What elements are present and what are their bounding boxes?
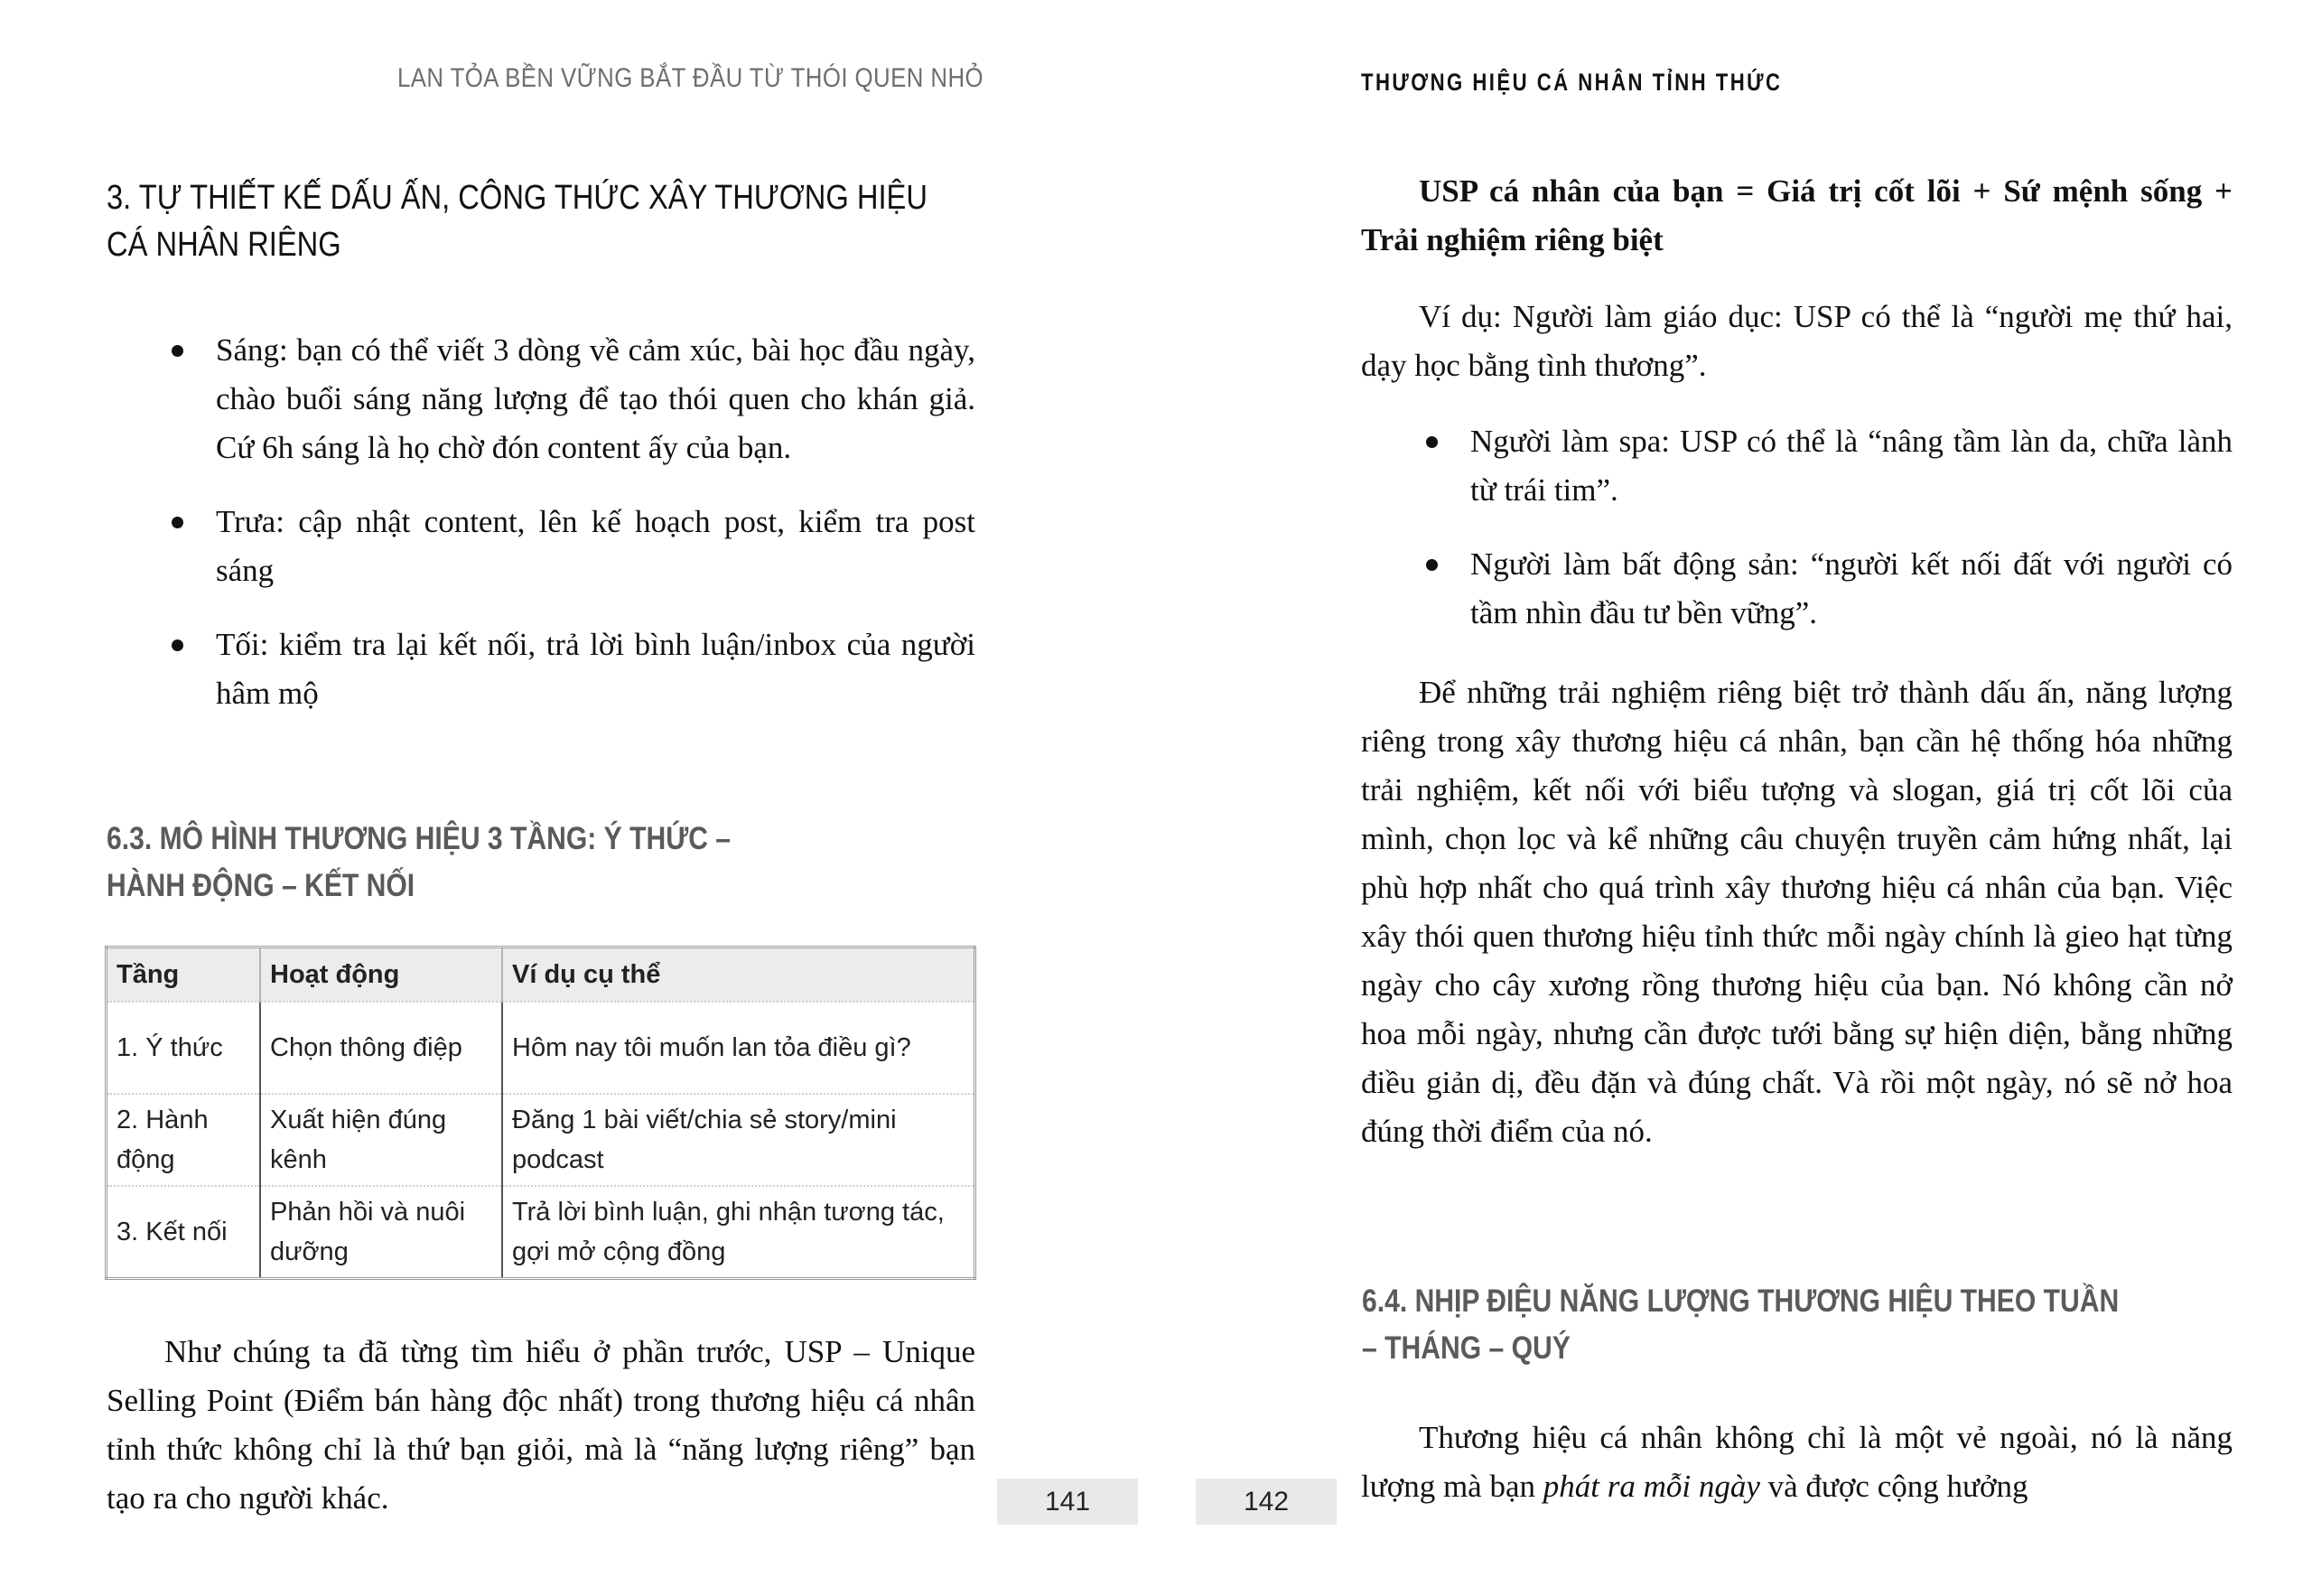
emphasis-text: phát ra mỗi ngày [1543, 1469, 1760, 1504]
list-item [107, 498, 975, 595]
closing-paragraph [1361, 1414, 2233, 1511]
table-row [107, 1186, 975, 1279]
paragraph-text: và được cộng hưởng [1759, 1469, 2028, 1504]
table-header-cell: Hoạt động [260, 947, 502, 1003]
table-cell: 2. Hành động [107, 1094, 261, 1186]
bullet-text: Tối: kiểm tra lại kết nối, trả lời bình luận/inbox của người hâm mộ [216, 627, 975, 711]
bullet-text: Sáng: bạn có thể viết 3 dòng về cảm xúc, bài học đầu ngày, chào buổi sáng năng lượng để tạo thói quen cho khán giả. Cứ 6h sáng là họ chờ đón content ấy của bạn. [216, 332, 975, 465]
list-item [1361, 540, 2233, 638]
paragraph-text: Thương hiệu cá nhân không chỉ là một vẻ ngoài, nó là năng lượng mà bạn [1361, 1420, 2233, 1504]
table-cell: Phản hồi và nuôi dưỡng [260, 1186, 502, 1279]
bullet-text: Trưa: cập nhật content, lên kế hoạch post, kiểm tra post sáng [216, 504, 975, 588]
table-cell: Xuất hiện đúng kênh [260, 1094, 502, 1186]
bullet-icon [172, 639, 183, 651]
right-bullet-list [1361, 417, 2233, 663]
table-header-row [107, 947, 975, 1003]
chapter-heading: 3. TỰ THIẾT KẾ DẤU ẤN, CÔNG THỨC XÂY THƯƠNG HIỆU CÁ NHÂN RIÊNG [107, 179, 928, 264]
table-header-cell: Ví dụ cụ thể [502, 947, 975, 1003]
bullet-icon [172, 345, 183, 357]
section-heading-6-3: 6.3. MÔ HÌNH THƯƠNG HIỆU 3 TẦNG: Ý THỨC – HÀNH ĐỘNG – KẾT NỐI [107, 821, 732, 903]
table-cell: Hôm nay tôi muốn lan tỏa điều gì? [502, 1002, 975, 1094]
three-tier-model-table [105, 946, 976, 1280]
main-paragraph: Để những trải nghiệm riêng biệt trở thành dấu ấn, năng lượng riêng trong xây thương hiệu cá nhân, bạn cần hệ thống hóa những trải nghiệm, kết nối với biểu tượng và slogan, giá trị cốt lõi của mình, chọn lọc và kể những câu chuyện truyền cảm hứng nhất, lại phù hợp nhất cho quá trình xây thương hiệu cá nhân của bạn. Việc xây thói quen thương hiệu tỉnh thức mỗi ngày chính là gieo hạt từng ngày cho cây xương rồng thương hiệu của bạn. Nó không cần nở hoa mỗi ngày, nhưng cần được tưới bằng sự hiện diện, bằng những điều giản dị, đều đặn và đúng chất. Và rồi một ngày, nó sẽ nở hoa đúng thời điểm của nó. [1361, 675, 2233, 1149]
table-row [107, 1094, 975, 1186]
example-paragraph: Ví dụ: Người làm giáo dục: USP có thể là “người mẹ thứ hai, dạy học bằng tình thương”. [1361, 299, 2233, 383]
table-cell: Chọn thông điệp [260, 1002, 502, 1094]
bullet-text: Người làm spa: USP có thể là “nâng tầm làn da, chữa lành từ trái tim”. [1470, 424, 2233, 508]
section-heading-6-4: 6.4. NHỊP ĐIỆU NĂNG LƯỢNG THƯƠNG HIỆU THEO TUẦN – THÁNG – QUÝ [1362, 1283, 2120, 1366]
right-running-header: THƯƠNG HIỆU CÁ NHÂN TỈNH THỨC [1361, 69, 1783, 96]
list-item [107, 621, 975, 718]
table-cell: Đăng 1 bài viết/chia sẻ story/mini podcast [502, 1094, 975, 1186]
list-item [107, 326, 975, 472]
table-cell: 3. Kết nối [107, 1186, 261, 1279]
usp-intro-paragraph: Như chúng ta đã từng tìm hiểu ở phần trước, USP – Unique Selling Point (Điểm bán hàng độc nhất) trong thương hiệu cá nhân tỉnh thức không chỉ là thứ bạn giỏi, mà là “năng lượng riêng” bạn tạo ra cho người khác. [107, 1334, 975, 1516]
left-running-header: LAN TỎA BỀN VỮNG BẮT ĐẦU TỪ THÓI QUEN NHỎ [397, 63, 984, 93]
bullet-icon [172, 517, 183, 528]
table-row [107, 1002, 975, 1094]
table-header-cell: Tầng [107, 947, 261, 1003]
left-bullet-list [107, 326, 975, 743]
page-number-left: 141 [997, 1479, 1138, 1525]
bullet-text: Người làm bất động sản: “người kết nối đất với người có tầm nhìn đầu tư bền vững”. [1470, 546, 2233, 630]
page-number-right: 142 [1196, 1479, 1337, 1525]
bullet-icon [1426, 559, 1438, 571]
list-item [1361, 417, 2233, 515]
bullet-icon [1426, 436, 1438, 448]
table-cell: Trả lời bình luận, ghi nhận tương tác, gợi mở cộng đồng [502, 1186, 975, 1279]
usp-formula: USP cá nhân của bạn = Giá trị cốt lõi + Sứ mệnh sống + Trải nghiệm riêng biệt [1361, 173, 2233, 257]
table-cell: 1. Ý thức [107, 1002, 261, 1094]
